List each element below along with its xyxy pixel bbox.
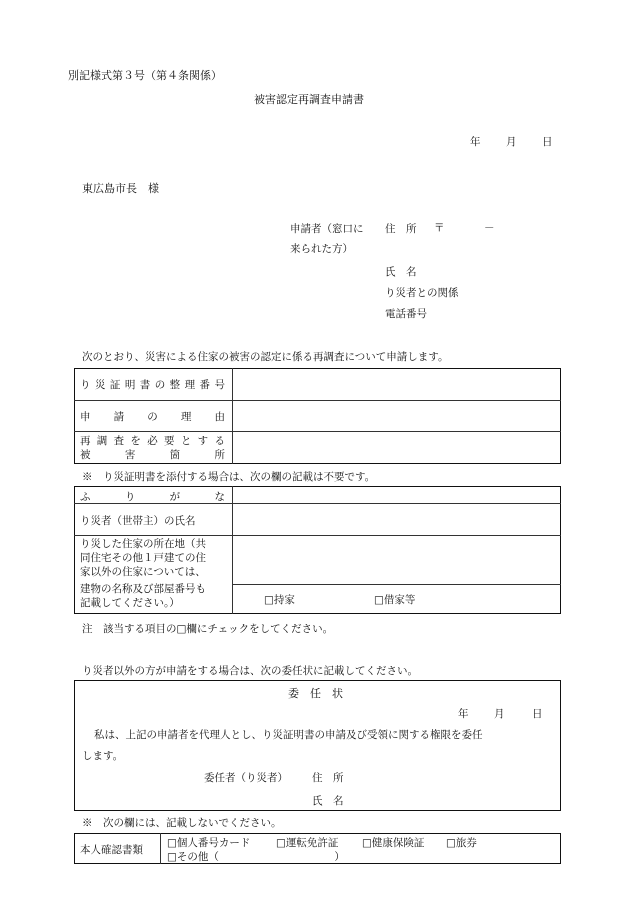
applicant-label-line1: 申請者（窓口に: [290, 223, 364, 235]
residence-label-line3: 家以外の住家については、: [80, 566, 206, 578]
id-option-passport[interactable]: □旅券: [446, 837, 477, 849]
id-document-label: 本人確認書類: [80, 844, 143, 856]
delegator-name-label: 氏 名: [312, 795, 344, 807]
addressee: 東広島市長 様: [82, 182, 159, 195]
residence-address-field[interactable]: [234, 537, 559, 583]
rented-house-checkbox[interactable]: □借家等: [374, 594, 416, 606]
document-title: 被害認定再調査申請書: [254, 93, 364, 106]
form-id: 別記様式第３号（第４条関係）: [68, 69, 222, 82]
residence-label-line1: り災した住家の所在地（共: [80, 538, 206, 550]
reason-label: 申請の理由: [80, 411, 225, 423]
proxy-date-year: 年: [458, 708, 469, 720]
id-option-other[interactable]: □その他（ ）: [167, 851, 345, 863]
applicant-label-line2: 来られた方）: [290, 243, 353, 255]
damage-location-label-line1: 再調査を必要とする: [80, 435, 225, 447]
delegator-address-label: 住 所: [312, 772, 344, 784]
proxy-intro: り災者以外の方が申請をする場合は、次の委任状に記載してください。: [82, 665, 418, 677]
name-label: 氏 名: [385, 266, 417, 278]
note-check-items: 注 該当する項目の□欄にチェックをしてください。: [82, 623, 334, 635]
reason-field[interactable]: [234, 402, 559, 430]
relation-label: り災者との関係: [385, 287, 459, 299]
victim-name-label: り災者（世帯主）の氏名: [80, 515, 196, 527]
furigana-label: ふりがな: [80, 491, 225, 503]
id-option-drivers-license[interactable]: □運転免許証: [276, 837, 339, 849]
date-month-label: 月: [506, 136, 517, 148]
residence-label-line2: 同住宅その他１戸建ての住: [80, 552, 206, 564]
delegator-label: 委任者（り災者）: [204, 772, 288, 784]
date-year-label: 年: [470, 136, 481, 148]
damage-location-field[interactable]: [234, 433, 559, 462]
note-certificate-attached: ※ り災証明書を添付する場合は、次の欄の記載は不要です。: [82, 471, 376, 483]
residence-label-line4: 建物の名称及び部屋番号も: [80, 583, 206, 595]
postal-dash: －: [484, 222, 495, 234]
postal-mark: 〒: [434, 222, 445, 234]
victim-name-field[interactable]: [234, 505, 559, 534]
proxy-title: 委 任 状: [288, 687, 343, 700]
proxy-body-line2: します。: [82, 750, 124, 762]
id-option-mynumber-card[interactable]: □個人番号カード: [167, 837, 251, 849]
furigana-field[interactable]: [234, 488, 559, 502]
address-label: 住 所: [385, 223, 417, 235]
certificate-number-label: り災証明書の整理番号: [80, 379, 225, 391]
intro-text: 次のとおり、災害による住家の被害の認定に係る再調査について申請します。: [82, 351, 449, 363]
damage-location-label-line2: 被害箇所: [80, 449, 225, 461]
phone-label: 電話番号: [385, 308, 427, 320]
owned-house-checkbox[interactable]: □持家: [264, 594, 295, 606]
id-option-health-insurance[interactable]: □健康保険証: [362, 837, 425, 849]
date-day-label: 日: [542, 136, 553, 148]
note-do-not-fill: ※ 次の欄には、記載しないでください。: [82, 817, 282, 829]
proxy-date-month: 月: [494, 708, 505, 720]
certificate-number-field[interactable]: [234, 370, 559, 399]
proxy-date-day: 日: [532, 708, 543, 720]
residence-label-line5: 記載してください。）: [80, 597, 180, 609]
proxy-body-line1: 私は、上記の申請者を代理人とし、り災証明書の申請及び受領に関する権限を委任: [94, 729, 483, 741]
